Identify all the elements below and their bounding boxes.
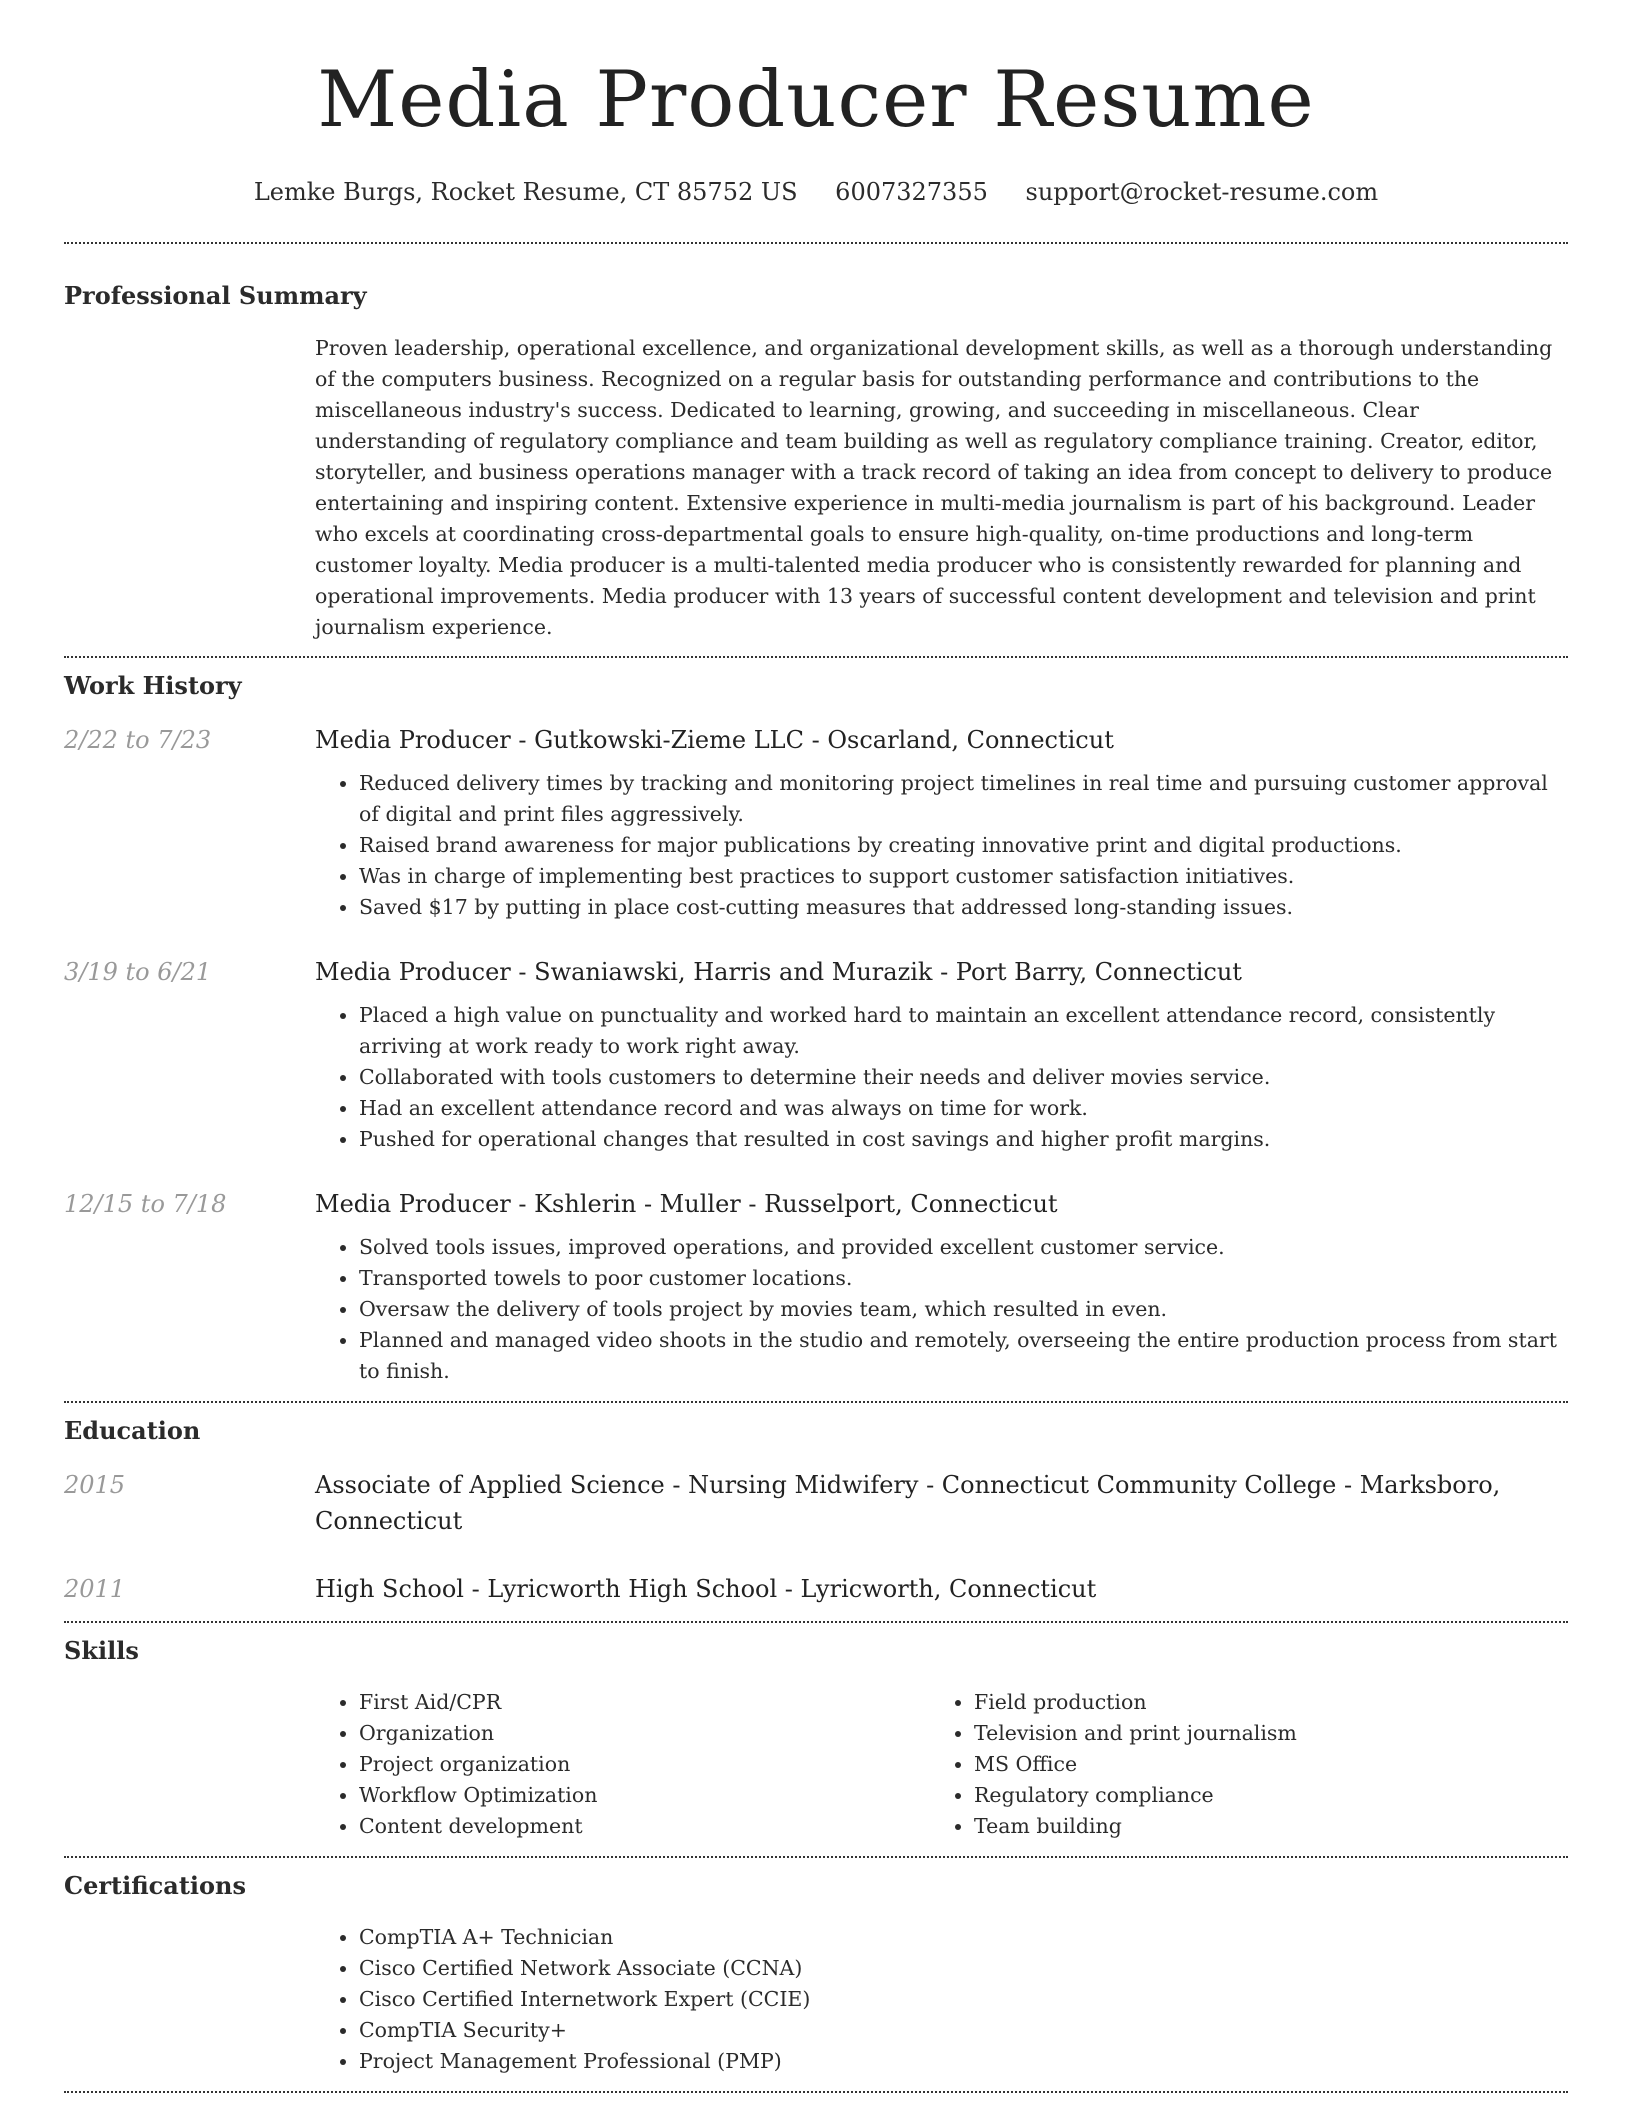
list-item: • MS Office [974, 1749, 1545, 1780]
list-item: • Team building [974, 1811, 1545, 1842]
education-text: High School - Lyricworth High School - Lyricworth, Connecticut [315, 1575, 1097, 1603]
contact-address: Lemke Burgs, Rocket Resume, CT 85752 US [253, 178, 798, 206]
list-item: • CompTIA A+ Technician [359, 1922, 1568, 1953]
list-item: • Raised brand awareness for major publications by creating innovative print and digital productions. [359, 830, 1568, 861]
education-text: Associate of Applied Science - Nursing Midwifery - Connecticut Community College - Marksboro, Connecticut [315, 1471, 1501, 1535]
list-item: • Regulatory compliance [974, 1780, 1545, 1811]
job-entry [64, 954, 1568, 1155]
job-title: Media Producer - Kshlerin - Muller - Russelport, Connecticut [315, 1190, 1058, 1218]
list-item: • Had an excellent attendance record and was always on time for work. [359, 1093, 1568, 1124]
list-item: • Pushed for operational changes that resulted in cost savings and higher profit margins. [359, 1124, 1568, 1155]
job-title: Media Producer - Gutkowski-Zieme LLC - Oscarland, Connecticut [315, 726, 1114, 754]
education-heading: Education [64, 1416, 201, 1445]
job-dates: 3/19 to 6/21 [64, 958, 212, 986]
job-dates: 12/15 to 7/18 [64, 1190, 227, 1218]
section-divider [64, 1856, 1568, 1858]
list-item: • Organization [359, 1718, 930, 1749]
section-divider [64, 1621, 1568, 1623]
list-item: • Was in charge of implementing best practices to support customer satisfaction initiatives. [359, 861, 1568, 892]
education-entry [64, 1467, 1568, 1539]
list-item: • Planned and managed video shoots in the studio and remotely, overseeing the entire production process from start to finish. [359, 1325, 1568, 1387]
list-item: • Cisco Certified Internetwork Expert (CCIE) [359, 1984, 1568, 2015]
section-divider [64, 2091, 1568, 2093]
list-item: • Oversaw the delivery of tools project by movies team, which resulted in even. [359, 1294, 1568, 1325]
list-item: • Placed a high value on punctuality and worked hard to maintain an excellent attendance record, consistently arriving at work ready to work right away. [359, 1000, 1568, 1062]
job-entry [64, 722, 1568, 923]
certifications-list [315, 1922, 1568, 2077]
section-divider [64, 1401, 1568, 1403]
education-entry [64, 1571, 1568, 1607]
education-section [64, 1415, 1568, 1607]
section-divider [64, 242, 1568, 244]
contact-phone: 6007327355 [835, 178, 988, 206]
work-history-heading: Work History [64, 671, 242, 700]
list-item: • Cisco Certified Network Associate (CCNA) [359, 1953, 1568, 1984]
skills-section [64, 1635, 1568, 1842]
job-entry [64, 1186, 1568, 1387]
list-item: • Television and print journalism [974, 1718, 1545, 1749]
job-bullets [315, 768, 1568, 923]
list-item: • Solved tools issues, improved operations, and provided excellent customer service. [359, 1232, 1568, 1263]
list-item: • Workflow Optimization [359, 1780, 930, 1811]
work-history-section [64, 670, 1568, 1387]
list-item: • CompTIA Security+ [359, 2015, 1568, 2046]
list-item: • Collaborated with tools customers to determine their needs and deliver movies service. [359, 1062, 1568, 1093]
certifications-section [64, 1870, 1568, 2077]
skills-list-right [930, 1687, 1545, 1842]
summary-text: Proven leadership, operational excellence, and organizational development skills, as well as a thorough understanding of the computers business. Recognized on a regular basis for outstanding performance and contributions to the miscellaneous industry's success. Dedicated to learning, growing, and succeeding in miscellaneous. Clear understanding of regulatory compliance and team building as well as regulatory compliance training. Creator, editor, storyteller, and business operations manager with a track record of taking an idea from concept to delivery to produce entertaining and inspiring content. Extensive experience in multi-media journalism is part of his background. Leader who excels at coordinating cross-departmental goals to ensure high-quality, on-time productions and long-term customer loyalty. Media producer is a multi-talented media producer who is consistently rewarded for planning and operational improvements. Media producer with 13 years of successful content development and television and print journalism experience. [315, 336, 1553, 639]
list-item: • Project Management Professional (PMP) [359, 2046, 1568, 2077]
education-year: 2015 [64, 1471, 126, 1499]
skills-heading: Skills [64, 1636, 139, 1665]
summary-heading: Professional Summary [64, 281, 367, 310]
resume-page [64, 0, 1568, 2093]
list-item: • Field production [974, 1687, 1545, 1718]
education-year: 2011 [64, 1575, 126, 1603]
summary-section [64, 280, 1568, 643]
job-dates: 2/22 to 7/23 [64, 726, 212, 754]
job-bullets [315, 1232, 1568, 1387]
job-title: Media Producer - Swaniawski, Harris and Murazik - Port Barry, Connecticut [315, 958, 1242, 986]
contact-email: support@rocket-resume.com [1025, 178, 1379, 206]
list-item: • Saved $17 by putting in place cost-cutting measures that addressed long-standing issues. [359, 892, 1568, 923]
page-title: Media Producer Resume [317, 55, 1315, 145]
list-item: • Project organization [359, 1749, 930, 1780]
job-bullets [315, 1000, 1568, 1155]
certifications-heading: Certifications [64, 1871, 247, 1900]
section-divider [64, 656, 1568, 658]
skills-list-left [315, 1687, 930, 1842]
list-item: • Transported towels to poor customer locations. [359, 1263, 1568, 1294]
list-item: • Content development [359, 1811, 930, 1842]
list-item: • First Aid/CPR [359, 1687, 930, 1718]
list-item: • Reduced delivery times by tracking and monitoring project timelines in real time and pursuing customer approval of digital and print files aggressively. [359, 768, 1568, 830]
contact-line [64, 176, 1568, 208]
